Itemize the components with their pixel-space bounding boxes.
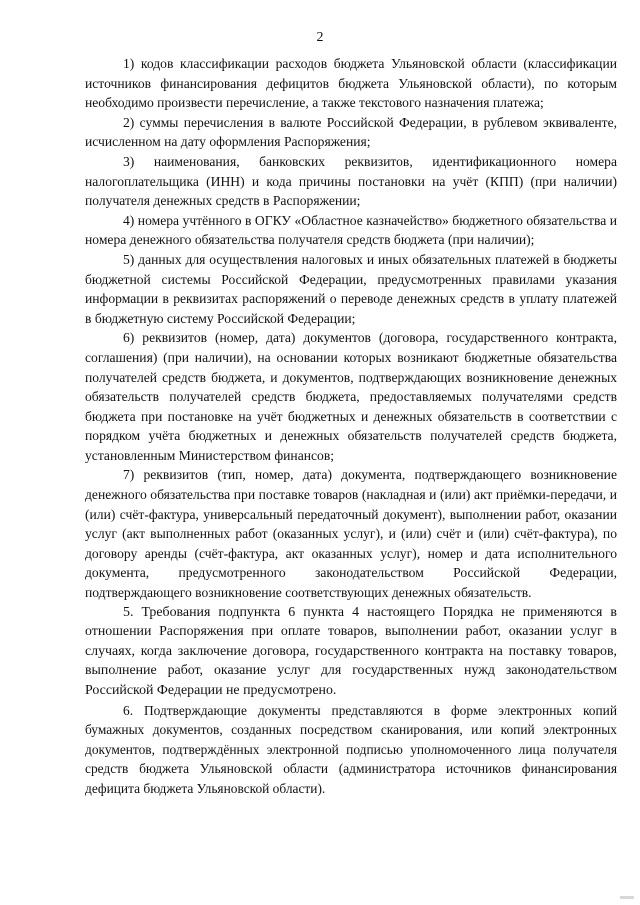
paragraph-item-3: 3) наименования, банковских реквизитов, идентификационного номера налогоплательщика (ИНН) и кода причины постановки на учёт (КПП) (при наличии) получателя денежных средств в Распоряжении; <box>85 153 617 209</box>
paragraph-item-6: 6) реквизитов (номер, дата) документов (договора, государственного контракта, соглашения) (при наличии), на основании которых возникают бюджетные обязательства получателей средств бюджета, и документов, подтверждающих возникновение денежных обязательств получателей средств бюджета, предоставляемых получателями средств бюджета при постановке на учёт бюджетных и денежных обязательств в соответствии с порядком учёта бюджетных и денежных обязательств получателей средств бюджета, установленным Министерством финансов; <box>85 330 617 463</box>
paragraph-section-6: 6. Подтверждающие документы представляются в форме электронных копий бумажных документов, созданных посредством сканирования, или копий электронных документов, подтверждённых электронной подписью уполномоченного лица получателя средств бюджета Ульяновской области (администратора источников финансирования дефицита бюджета Ульяновской области). <box>85 702 617 796</box>
paragraph-section-5: 5. Требования подпункта 6 пункта 4 настоящего Порядка не применяются в отношении Распоряжения при оплате товаров, выполнении работ, оказании услуг в случаях, когда заключение договора, государственного контракта на поставку товаров, выполнение работ, оказание услуг для государственных нужд законодательством Российской Федерации не предусмотрено. <box>85 604 617 698</box>
page-number: 2 <box>316 30 324 45</box>
paragraph-item-4: 4) номера учтённого в ОГКУ «Областное казначейство» бюджетного обязательства и номера денежного обязательства получателя средств бюджета (при наличии); <box>85 212 617 248</box>
paragraph-item-2: 2) суммы перечисления в валюте Российской Федерации, в рублевом эквиваленте, исчисленном на дату оформления Распоряжения; <box>85 114 617 150</box>
paragraph-item-7: 7) реквизитов (тип, номер, дата) документа, подтверждающего возникновение денежного обязательства при поставке товаров (накладная и (или) акт приёмки-передачи, и (или) счёт-фактура, универсальный передаточный документ), выполнении работ, оказании услуг (акт выполненных работ (оказанных услуг), и (или) счёт и (или) счёт-фактура), по договору аренды (счёт-фактура, акт оказанных услуг), номер и дата исполнительного документа, предусмотренного законодательством Российской Федерации, подтверждающего возникновение соответствующих денежных обязательств. <box>85 467 617 601</box>
paragraph-item-5: 5) данных для осуществления налоговых и иных обязательных платежей в бюджеты бюджетной системы Российской Федерации, предусмотренных правилами указания информации в реквизитах распоряжений о переводе денежных средств в уплату платежей в бюджетную систему Российской Федерации; <box>85 251 617 326</box>
paragraph-item-1: 1) кодов классификации расходов бюджета Ульяновской области (классификации источников финансирования дефицитов бюджета Ульяновской области), по которым необходимо произвести перечисление, а также текстового назначения платежа; <box>85 56 617 111</box>
scan-artifact <box>620 896 634 899</box>
document-body <box>85 54 617 799</box>
